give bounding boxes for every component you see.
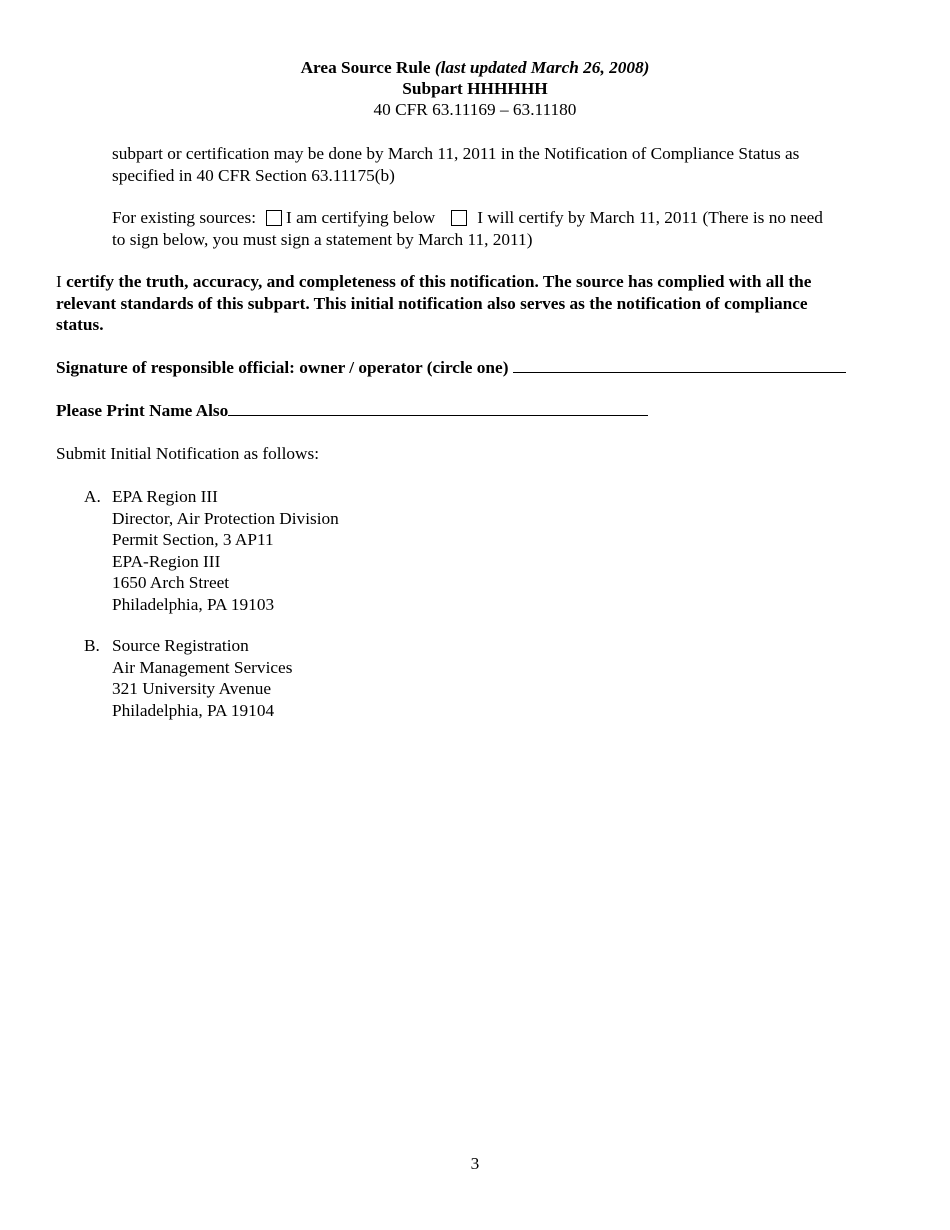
address-line: Philadelphia, PA 19104 [112,700,275,720]
header-subpart: Subpart HHHHHH [402,79,548,98]
address-line: 321 University Avenue [112,679,272,699]
certify-below-checkbox[interactable] [266,210,282,226]
certification-first-letter: I [56,272,62,291]
submit-intro: Submit Initial Notification as follows: [56,444,320,463]
address-line: Philadelphia, PA 19103 [112,594,275,614]
address-line: Air Management Services [112,657,293,677]
certify-below-label: I am certifying below [286,208,436,227]
certify-later-label: I will certify by March 11, 2011 (There is no need [477,208,823,227]
address-line: Source Registration [112,636,249,655]
signature-row [56,357,846,379]
header-title: Area Source Rule [300,58,431,77]
certify-later-checkbox[interactable] [451,210,467,226]
certification-line-1-text: certify the truth, accuracy, and completeness of this notification. The source has complied with all the [61,272,812,291]
header-title-line [0,57,950,79]
print-name-row [56,400,648,422]
certification-line-3: status. [56,315,104,335]
print-name-field[interactable] [228,400,648,416]
continuation-line-2: specified in 40 CFR Section 63.11175(b) [112,165,395,185]
address-line: EPA-Region III [112,551,221,571]
signature-field[interactable] [513,357,846,373]
header-cfr: 40 CFR 63.11169 – 63.11180 [373,100,577,119]
existing-sources-prefix: For existing sources: [112,208,256,227]
header-last-updated: (last updated March 26, 2008) [434,58,650,77]
existing-sources-line-1 [112,207,892,229]
existing-sources-line-2: to sign below, you must sign a statement by March 11, 2011) [112,229,533,249]
certification-line-2: relevant standards of this subpart. This initial notification also serves as the notification of compliance [56,293,808,313]
existing-sources-paragraph [112,207,892,250]
address-b [112,635,292,721]
continuation-line-1: subpart or certification may be done by March 11, 2011 in the Notification of Compliance Status as [112,144,800,163]
signature-label: Signature of responsible official: owner / operator (circle one) [56,358,513,377]
address-line: 1650 Arch Street [112,573,230,593]
address-b-letter: B. [84,636,100,655]
address-a-letter: A. [84,487,101,506]
print-name-label: Please Print Name Also [56,401,229,420]
continuation-paragraph [112,143,892,186]
address-a [112,486,339,616]
certification-statement [56,271,896,336]
page-number: 3 [470,1154,480,1173]
address-line: EPA Region III [112,487,218,506]
address-line: Permit Section, 3 AP11 [112,530,274,550]
certification-line-1 [56,271,896,293]
address-line: Director, Air Protection Division [112,508,339,528]
